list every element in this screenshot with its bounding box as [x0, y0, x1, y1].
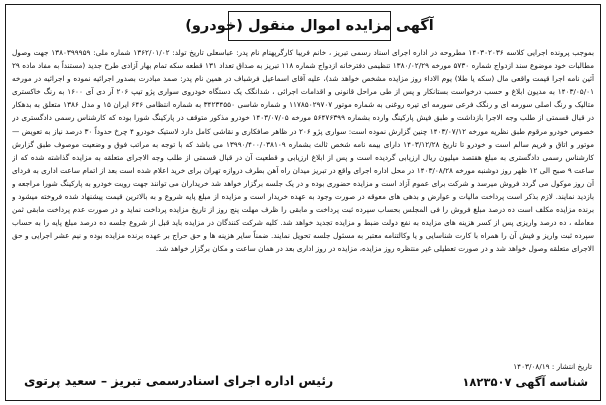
notice-id: شناسه آگهی ۱۸۲۳۵۰۷ — [462, 375, 588, 389]
issuing-authority: رئیس اداره اجرای اسنادرسمی تبریز – سعید پرتوی — [24, 373, 334, 388]
notice-title: آگهی مزایده اموال منقول (خودرو) — [228, 11, 391, 41]
notice-border — [5, 4, 601, 401]
notice-body-text: بموجب پرونده اجرایی کلاسه ۱۴۰۳۰۲۰۳۶ مطروحه در اداره اجرای اسناد رسمی تبریز ، خانم فریبا کارگرپهنام نام پدر: عباسعلی تاریخ تولد: ۱۳۶۲/۰۱/۰۲ شماره ملی: ۱۳۸۰۳۹۹۹۵۹ جهت وصول مطالبات خود موضوع سند ازدواج شماره ۵۷۳۰ مورخه ۱۳۸۰/۰۲/۲۹ تنظیمی دفترخانه ازدواج شماره ۱۱۸ تبریز به صداق تعداد ۱۳۱ قطعه سکه تمام بهار آزادی طرح جدید (مستنداً به مفاد ماده ۲۹ آئین نامه اجرا قیمت واقعی مال (سکه یا طلا) یوم الاداء روز مزایده مشخص خواهد شد)، علیه آقای اسماعیل فرشباف در همین نام پدر: صمد مبادرت بصدور اجرائیه نموده و اجرائیه در مورخه ۱۴۰۳/۰۵/۰۱ به مدیون ابلاغ و حسب درخواست بستانکار و پس از طی مراحل قانونی و اقدامات اجرائی ، شدانگک یک دستگاه خودروی سواری پژو تیپ ۲۰۶ آر دی آی ۱۶۰۰ به رنگ خاکستری متالیک و رنگ اصلی سورمه ای و رنگک فرعی سورمه ای تیره روغنی به شماره موتور ۱۱۷۸۵۰۲۹۷۰۷ و شماره شاسی ۳۴۲۳۴۵۵۰ به شماره انتظامی ۶۴۶ ایران ۱۵ و مدل ۱۳۸۶ متعلق به بدهکار در قبال قسمتی از طلب وجه الاجرا بازداشت و طبق فیش پارکینگ وارده بشماره ۵۶۴۷۶۳۹۹ مورخه ۱۴۰۳/۰۷/۰۵ خودرو مذکور متوقف در پارکینگ شورا بوده که کارشناس رسمی دادگستری در خصوص خودرو مرقوم طبق نظریه مورخه ۱۴۰۳/۰۷/۱۲ چنین گزارش نموده است: سواری پژو ۲۰۶ در ظاهر صافکاری و نقاشی کامل دارد لاستیک خودرو ۴ چرخ حدوداً ۳۰ درصد نیاز به تعویض — موتور و اتاق و فریم سالم است و خودرو تا تاریخ ۱۴۰۳/۱۲/۲۸ دارای بیمه نامه شخص ثالث بشماره ۱۳۹۹۰/۴۰۰/۰۳۸۱۰۹ می باشد که با توجه به مراتب فوق و وضعیت موصوف طبق گزارش کارشناس رسمی دادگستری به مبلغ هفتصد میلیون ریال ارزیابی گردیده است و پس از ابلاغ ارزیابی و قطعیت آن در قبال قسمتی از طلب وجه الاجرای متعلقه به مزایده گذاشته شده که از ساعت ۹ صبح الی ۱۲ ظهر روز دوشنبه مورخه ۱۴۰۳/۰۸/۲۸ در محل اداره اجرای واقع در تبریز میدان راه آهن بطرف دروازه تهران برای خرید اعلام شده است بعد از اتمام ساعت اداری به فردای آن روز موکول می گردد فروش میرسد و شرکت برای عموم آزاد است و مزایده حضوری بوده و در یک جلسه برگزار خواهد شد خریداران می توانند جهت رویت خودرو به پارکینگ شورا مراجعه و بازدید نمایند. لازم بذکر است پرداخت مالیات و عوارض و بدهی های معوقه در صورت وجود به عهده خریدار است و مزایده از مبلغ پایه شروع و به بالاترین قیمت پیشنهاد شده فروخته میشود و برنده مزایده مکلف است ده درصد مبلغ فروش را فی المجلس بحساب سپرده ثبت پرداخت و مابقی را ظرف مهلت پنج روز از تاریخ مزایده پرداخت نماید و در صورت عدم پرداخت مابقی ثمن معامله ، ده درصد واریزی پس از کسر هزینه های مزایده به نفع دولت ضبط و مزایده تجدید خواهد شد. کلیه شرکت کنندگان در مزایده باید قبل از شروع جلسه ده درصد مبلغ پایه را به حساب سپرده ثبت واریز و فیش آن را همراه با کارت شناسایی و یا وکالتنامه معتبر به مسئول جلسه تحویل نمایند. ضمناً سایر هزینه ها و حق حراج بر عهده برنده مزایده بوده و نیم عشر اجرایی و حق الاجرای متعلقه وصول خواهد شد و در صورت تعطیلی غیر منتظره روز مزایده، مزایده در روز اداری بعد در همان ساعت و مکان برگزار خواهد شد. — [12, 48, 594, 254]
publication-date: تاریخ انتشار : ۱۴۰۳/۰۸/۱۹ — [513, 362, 592, 371]
